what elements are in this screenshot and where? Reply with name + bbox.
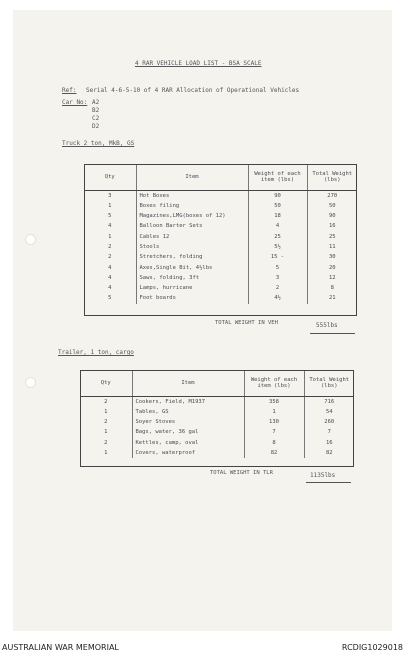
qty-cell: 1	[84, 201, 136, 211]
total-weight-cell: 21	[328, 295, 336, 302]
item-cell: Axes,Single Bit, 4½lbs	[136, 263, 248, 273]
table-row	[84, 273, 357, 283]
qty-cell: 5	[84, 293, 136, 303]
truck-heading: Truck 2 ton, MkB, GS	[62, 140, 135, 147]
total-weight-cell: 8	[330, 285, 334, 292]
table-row	[80, 427, 354, 437]
ref-label: Ref:	[62, 87, 77, 94]
table-row	[84, 221, 357, 231]
ref-text: Serial 4-6-5-10 of 4 RAR Allocation of Operational Vehicles	[86, 87, 300, 94]
car-number: A2	[92, 99, 100, 106]
car-number: B2	[92, 107, 100, 114]
car-number: C2	[92, 115, 100, 122]
qty-cell: 1	[80, 448, 132, 458]
total-weight-cell: 16	[328, 223, 336, 230]
table-row	[80, 448, 354, 458]
item-cell: Covers, waterproof	[132, 448, 244, 458]
total-weight-cell: 30	[328, 254, 336, 261]
total-weight-cell: 50	[328, 202, 336, 209]
item-cell: Kettles, camp, oval	[132, 438, 244, 448]
item-cell: Cables 12	[136, 232, 248, 242]
weight-each-cell: 130	[244, 417, 304, 427]
table-row	[80, 438, 354, 448]
total-weight-cell: 7	[327, 429, 331, 436]
qty-cell: 1	[84, 232, 136, 242]
car-label: Car No:	[62, 99, 88, 106]
item-cell: Hot Boxes	[136, 190, 248, 201]
table-row	[84, 211, 357, 221]
qty-cell: 5	[84, 211, 136, 221]
weight-each-cell: 4½	[248, 293, 307, 303]
weight-each-cell: 5½	[248, 242, 307, 252]
footer-reference-id: RCDIG1029018	[341, 643, 403, 652]
qty-cell: 4	[84, 263, 136, 273]
punch-hole-top	[25, 234, 36, 245]
total-weight-cell: 11	[328, 243, 336, 250]
trailer-heading: Trailer, 1 ton, cargo	[58, 349, 134, 356]
column-header-item: Item	[136, 164, 248, 190]
total-weight-cell: 16	[325, 439, 333, 446]
item-cell: Boxes filing	[136, 201, 248, 211]
column-header-qty: Qty	[84, 164, 136, 190]
trailer-load-table	[80, 370, 354, 458]
weight-each-cell: 15 -	[248, 252, 307, 262]
truck-total-value: 555lbs	[316, 322, 338, 329]
punch-hole-bottom	[25, 377, 36, 388]
qty-cell: 1	[80, 407, 132, 417]
table-row	[84, 201, 357, 211]
weight-each-cell: 18	[248, 211, 307, 221]
truck-total-underline	[310, 333, 355, 334]
column-header-total-weight: Total Weight (lbs)	[304, 370, 354, 396]
weight-each-cell: 8	[244, 438, 304, 448]
item-cell: Foot boards	[136, 293, 248, 303]
total-weight-cell: 25	[328, 233, 336, 240]
truck-load-table	[84, 164, 357, 304]
total-weight-cell: 82	[325, 449, 333, 456]
table-row	[84, 293, 357, 303]
weight-each-cell: 4	[248, 221, 307, 231]
table-row	[80, 396, 354, 407]
qty-cell: 2	[80, 417, 132, 427]
document-title: 4 RAR VEHICLE LOAD LIST - BSA SCALE	[135, 60, 262, 67]
qty-cell: 4	[84, 221, 136, 231]
column-header-weight-each: Weight of each item (lbs)	[248, 164, 307, 190]
item-cell: Stools	[136, 242, 248, 252]
total-weight-cell: 12	[328, 274, 336, 281]
table-row	[84, 263, 357, 273]
weight-each-cell: 25	[248, 232, 307, 242]
item-cell: Saws, folding, 3ft	[136, 273, 248, 283]
qty-cell: 2	[84, 252, 136, 262]
qty-cell: 4	[84, 283, 136, 293]
weight-each-cell: 50	[248, 201, 307, 211]
trailer-total-label: TOTAL WEIGHT IN TLR	[210, 470, 273, 476]
truck-total-label: TOTAL WEIGHT IN VEH	[215, 320, 278, 326]
table-row	[84, 283, 357, 293]
trailer-total-underline	[306, 482, 351, 483]
item-cell: Balloon Barter Sets	[136, 221, 248, 231]
table-row	[80, 417, 354, 427]
item-cell: Bags, water, 36 gal	[132, 427, 244, 437]
trailer-total-value: 1135lbs	[310, 472, 336, 479]
qty-cell: 3	[84, 190, 136, 201]
column-header-qty: Qty	[80, 370, 132, 396]
qty-cell: 1	[80, 427, 132, 437]
weight-each-cell: 358	[244, 396, 304, 407]
total-weight-cell: 90	[328, 213, 336, 220]
qty-cell: 2	[84, 242, 136, 252]
total-weight-cell: 270	[327, 192, 338, 199]
column-header-weight-each: Weight of each item (lbs)	[244, 370, 304, 396]
total-weight-cell: 54	[325, 408, 333, 415]
car-number: D2	[92, 123, 100, 130]
weight-each-cell: 90	[248, 190, 307, 201]
weight-each-cell: 82	[244, 448, 304, 458]
item-cell: Lamps, hurricane	[136, 283, 248, 293]
weight-each-cell: 3	[248, 273, 307, 283]
weight-each-cell: 5	[248, 263, 307, 273]
item-cell: Soyer Stoves	[132, 417, 244, 427]
column-header-total-weight: Total Weight (lbs)	[307, 164, 357, 190]
qty-cell: 2	[80, 438, 132, 448]
item-cell: Magazines,LMG(boxes of 12)	[136, 211, 248, 221]
table-row	[84, 232, 357, 242]
item-cell: Cookers, Field, M1937	[132, 396, 244, 407]
footer-source: AUSTRALIAN WAR MEMORIAL	[2, 643, 119, 652]
weight-each-cell: 1	[244, 407, 304, 417]
total-weight-cell: 716	[324, 398, 335, 405]
weight-each-cell: 2	[248, 283, 307, 293]
column-header-item: Item	[132, 370, 244, 396]
car-number-list	[92, 99, 99, 131]
qty-cell: 4	[84, 273, 136, 283]
table-row	[84, 190, 357, 201]
qty-cell: 2	[80, 396, 132, 407]
item-cell: Tables, GS	[132, 407, 244, 417]
table-row	[80, 407, 354, 417]
weight-each-cell: 7	[244, 427, 304, 437]
total-weight-cell: 260	[324, 419, 335, 426]
item-cell: Stretchers, folding	[136, 252, 248, 262]
table-row	[84, 252, 357, 262]
total-weight-cell: 20	[328, 264, 336, 271]
table-row	[84, 242, 357, 252]
